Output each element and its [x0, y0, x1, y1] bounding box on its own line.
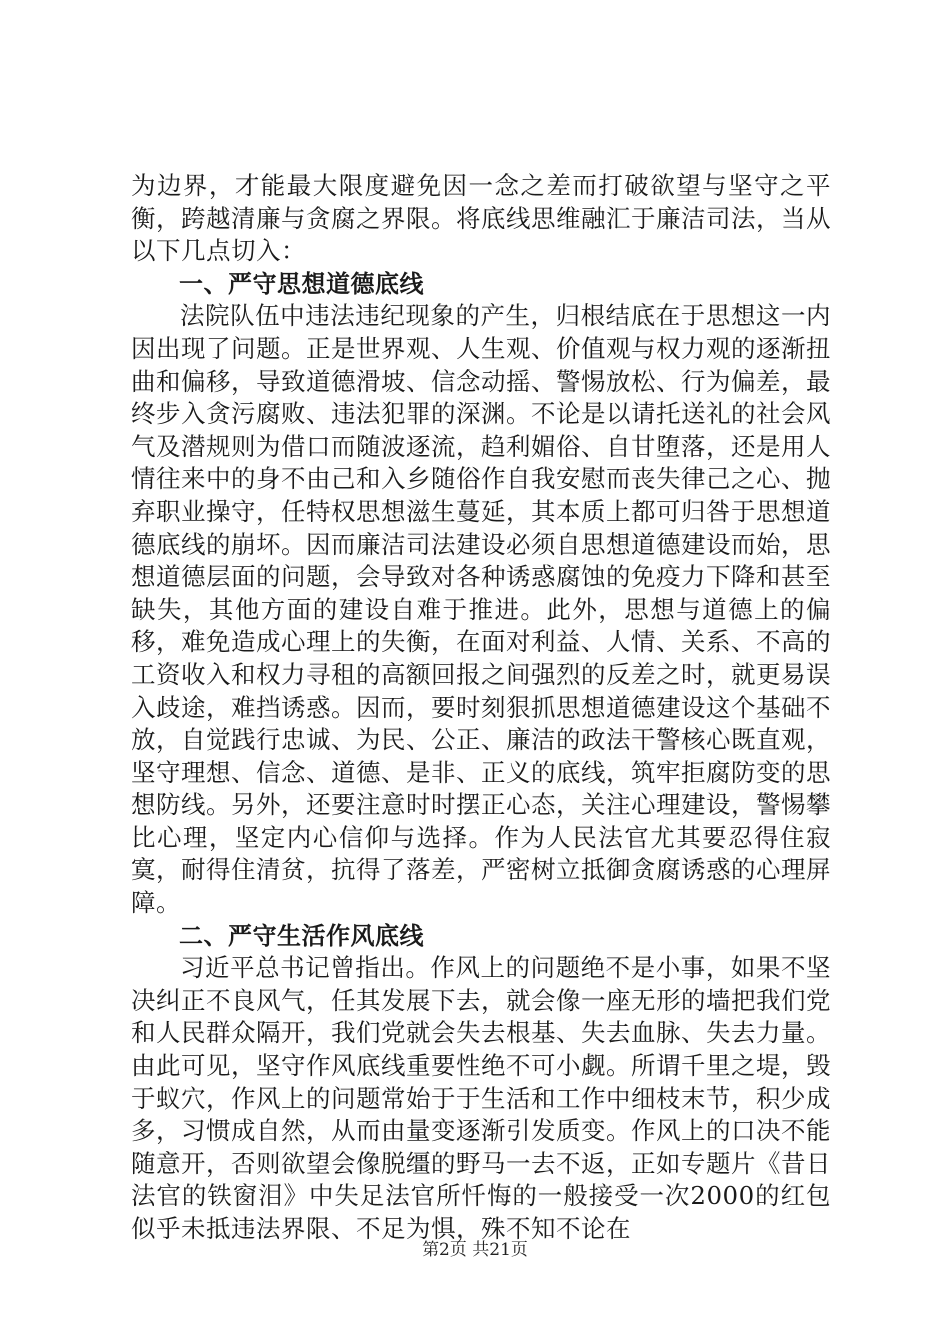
section-heading-2: 二、严守生活作风底线 [179, 921, 424, 950]
page-number-footer: 第2页 共21页 [422, 1240, 528, 1260]
document-body [131, 170, 831, 1246]
section-1-paragraph: 法院队伍中违法违纪现象的产生，归根结底在于思想这一内因出现了问题。正是世界观、人生观、价值观与权力观的逐渐扭曲和偏移，导致道德滑坡、信念动摇、警惕放松、行为偏差，最终步入贪污腐败、违法犯罪的深渊。不论是以请托送礼的社会风气及潜规则为借口而随波逐流，趋利媚俗、自甘堕落，还是用人情往来中的身不由己和入乡随俗作自我安慰而丧失律己之心、抛弃职业操守，任特权思想滋生蔓延，其本质上都可归咎于思想道德底线的崩坏。因而廉洁司法建设必须自思想道德建设而始，思想道德层面的问题，会导致对各种诱惑腐蚀的免疫力下降和甚至缺失，其他方面的建设自难于推进。此外，思想与道德上的偏移，难免造成心理上的失衡，在面对利益、人情、关系、不高的工资收入和权力寻租的高额回报之间强烈的反差之时，就更易误入歧途，难挡诱惑。因而，要时刻狠抓思想道德建设这个基础不放，自觉践行忠诚、为民、公正、廉洁的政法干警核心既直观，坚守理想、信念、道德、是非、正义的底线，筑牢拒腐防变的思想防线。另外，还要注意时时摆正心态，关注心理建设，警惕攀比心理，坚定内心信仰与选择。作为人民法官尤其要忍得住寂寞，耐得住清贫，抗得了落差，严密树立抵御贪腐诱惑的心理屏障。 [131, 301, 831, 918]
section-2-paragraph: 习近平总书记曾指出。作风上的问题绝不是小事，如果不坚决纠正不良风气，任其发展下去，就会像一座无形的墙把我们党和人民群众隔开，我们党就会失去根基、失去血脉、失去力量。由此可见，坚守作风底线重要性绝不可小觑。所谓千里之堤，毁于蚁穴，作风上的问题常始于于生活和工作中细枝末节，积少成多，习惯成自然，从而由量变逐渐引发质变。作风上的口决不能随意开，否则欲望会像脱缰的野马一去不返，正如专题片《昔日法官的铁窗泪》中失足法官所忏悔的一般接受一次2000的红包似乎未抵违法界限、不足为惧，殊不知不论在 [131, 953, 831, 1243]
section-heading-1: 一、严守思想道德底线 [179, 269, 424, 298]
intro-paragraph: 为边界，才能最大限度避免因一念之差而打破欲望与坚守之平衡，跨越清廉与贪腐之界限。将底线思维融汇于廉洁司法，当从以下几点切入： [131, 171, 831, 266]
